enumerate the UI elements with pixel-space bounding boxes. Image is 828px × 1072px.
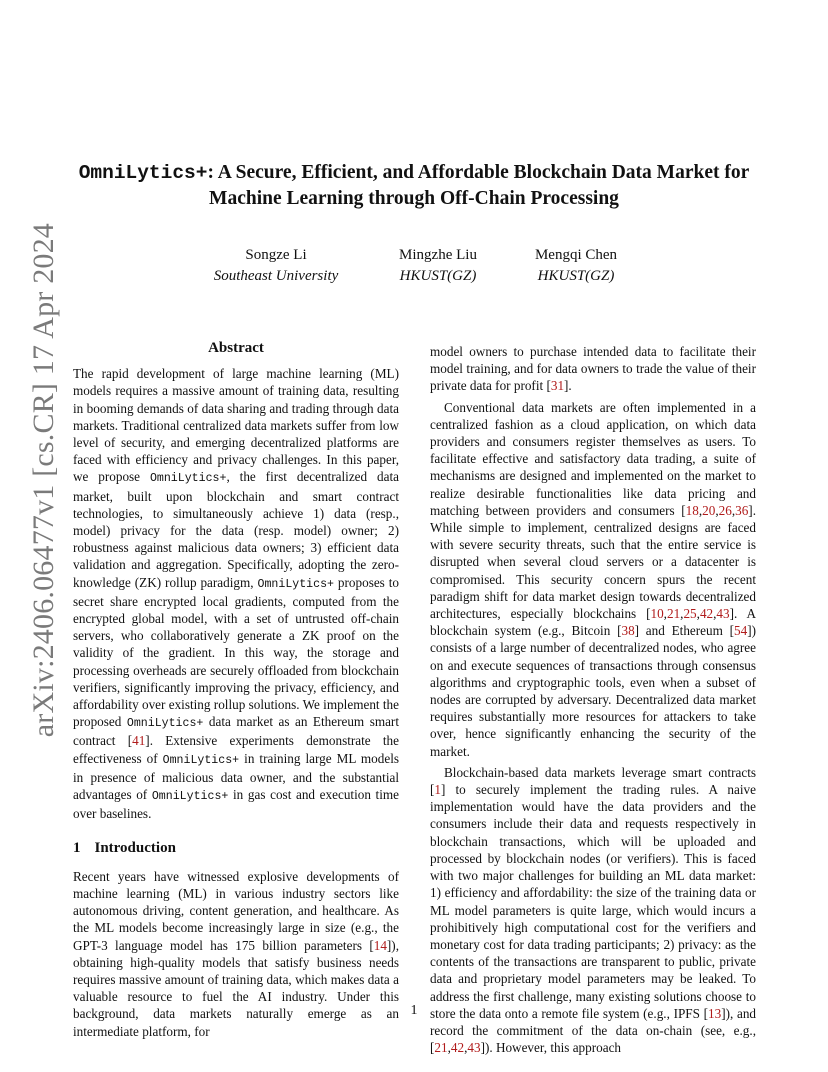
paper-title <box>60 160 768 212</box>
page-number: 1 <box>410 1003 418 1018</box>
code-name: OmniLytics+ <box>126 717 204 731</box>
section-title: Introduction <box>94 840 176 857</box>
section-number: 1 <box>73 840 81 857</box>
text-run: Blockchain-based data markets leverage smart contracts [ <box>430 764 756 798</box>
text-run: model owners to purchase intended data to facilitate their model training, and for data owners to trade the value of their private data for profit [ <box>430 344 756 394</box>
author-block <box>0 245 828 289</box>
paragraph-blockchain: Blockchain-based data markets leverage smart contracts [1] to securely implement the trading rules. A naive implementation would have the data providers and the consumers include their data and requests respectively in blockchain transactions, which will be uploaded and processed by blockchain nodes (or verifiers). This is faced with two major challenges for building an ML data market: 1) efficiency and affordability: the size of the training data or ML model parameters is quite large, which would incurs a prohibitively high computational cost for the verifiers and monetary cost for data trading participants; 2) privacy: as the contents of the transactions are transparent to public, private data and proprietary model parameters may be leaked. To address the first challenge, many existing solutions choose to store the data onto a remote file system (e.g., IPFS [13]), and record the commitment of the data on-chain (see, e.g., [21,42,43]). However, this approach <box>430 764 757 1056</box>
right-column <box>430 343 756 1056</box>
intro-paragraph <box>73 868 399 1040</box>
citation-link[interactable]: 41 <box>132 733 146 749</box>
author-2 <box>378 245 498 287</box>
citation-link[interactable]: 54 <box>734 623 748 639</box>
text-run: data market as an Ethereum smart contract [ <box>73 714 399 749</box>
text-run: , the first decentralized data market, built upon blockchain and smart contract technologies, to simultaneously achieve 1) data (resp., model) privacy for the data (resp. model) owner; 2) robustness against malicious data owners; 3) efficient data validation and aggregation. Specifically, adopting the zero-knowledge (ZK) rollup paradigm, <box>73 469 399 590</box>
text-run: ] to securely implement the trading rules. A naive implementation would have the data providers and the consumers include their data and requests respectively in blockchain transactions, which will be uploaded and processed by blockchain nodes (or verifiers). This is faced with two major challenges for building an ML data market: 1) efficiency and affordability: the size of the training data or ML model parameters is quite large, which would incurs a prohibitively high computational cost for the verifiers and monetary cost for data trading participants; 2) privacy: as the contents of the transactions are transparent to public, private data and proprietary model parameters may be leaked. To address the first challenge, many existing solutions choose to store the data onto a remote file system (e.g., IPFS [ <box>430 782 756 1021</box>
author-affiliation: Southeast University <box>213 268 339 284</box>
text-run: ]. A blockchain system (e.g., Bitcoin [ <box>430 606 756 639</box>
author-name: Songze Li <box>245 247 307 263</box>
left-column <box>73 340 399 1040</box>
citation-link[interactable]: 20 <box>702 502 716 518</box>
citation-link[interactable]: 13 <box>708 1005 722 1021</box>
author-name: Mingzhe Liu <box>399 247 477 263</box>
code-name: OmniLytics+ <box>162 753 240 767</box>
citation-link[interactable]: 42 <box>450 1040 465 1056</box>
text-run: ]. <box>564 378 572 394</box>
text-run: ]. While simple to implement, centralized designs are faced with severe security threats, such that the entire service is disrupted when several cloud servers or a datacenter is compromised. This security concern spurs the recent paradigm shift for data market design towards decentralized architectures, especially blockchains [ <box>430 502 756 622</box>
code-name: OmniLytics+ <box>149 472 227 486</box>
citation-link[interactable]: 31 <box>550 378 565 394</box>
text-run: ]). However, this approach <box>480 1040 622 1056</box>
citation-link[interactable]: 26 <box>718 502 732 518</box>
system-name: OmniLytics+ <box>78 162 208 184</box>
text-run: in training large ML models in presence of malicious data owner, and the substantial advantages of <box>73 750 399 803</box>
citation-link[interactable]: 43 <box>467 1040 481 1056</box>
citation-link[interactable]: 21 <box>666 606 681 622</box>
paragraph-conventional: Conventional data markets are often implemented in a centralized fashion as a cloud application, on which data providers and consumers register themselves as users. To facilitate effective and satisfactory data trading, a suite of mechanisms are designed and implemented on the market to realize desirable functionalities like data pricing and matching between providers and consumers [18,20,26,36]. While simple to implement, centralized designs are faced with severe security threats, such that the entire service is disrupted when several cloud servers or a datacenter is compromised. This security concern spurs the recent paradigm shift for data market design towards decentralized architectures, especially blockchains [10,21,25,42,43]. A blockchain system (e.g., Bitcoin [38] and Ethereum [54]) consists of a large number of decentralized nodes, who agree on and execute sequences of transactions through consensus algorithms and cryptographic tools, even when a subset of nodes are corrupted by adversary. Decentralized data market requires substantially more resources for attackers to take over, hence significantly enhancing the security of the market. <box>430 399 756 759</box>
text-run: The rapid development of large machine learning (ML) models requires a massive amount of training data, resulting in booming demands of data sharing and trading through data markets. Traditional centralized data markets suffer from low level of security, and emerging decentralized platforms are faced with efficiency and privacy challenges. In this paper, we propose <box>73 366 399 485</box>
author-1 <box>196 245 356 287</box>
code-name: OmniLytics+ <box>257 577 335 591</box>
abstract-heading: Abstract <box>208 340 264 356</box>
text-run: ] and Ethereum [ <box>634 623 735 639</box>
section-heading <box>73 840 399 857</box>
author-name: Mengqi Chen <box>534 247 618 263</box>
citation-link[interactable]: 18 <box>685 502 699 518</box>
paragraph-continued <box>430 343 756 395</box>
text-run: proposes to secret share encrypted local gradients, computed from the encrypted global model, with a set of untrusted off-chain servers, who collaboratively generate a ZK proof on the validity of the gradient. In this way, the storage and processing overheads are securely offloaded from blockchain verifiers, significantly improving the privacy, efficiency, and affordability over existing rollup solutions. We implement the proposed <box>73 574 399 730</box>
citation-link[interactable]: 38 <box>621 623 635 639</box>
text-run: ]. Extensive experiments demonstrate the effectiveness of <box>73 733 399 766</box>
author-3 <box>516 245 636 287</box>
text-run: Conventional data markets are often implemented in a centralized fashion as a cloud application, on which data providers and consumers register themselves as users. To facilitate effective and satisfactory data trading, a suite of mechanisms are designed and implemented on the market to realize desirable functionalities like data pricing and matching between providers and consumers [ <box>430 399 756 518</box>
citation-link[interactable]: 21 <box>434 1040 448 1056</box>
author-affiliation: HKUST(GZ) <box>399 268 477 284</box>
title-line2: Machine Learning through Off-Chain Processing <box>209 188 619 209</box>
citation-link[interactable]: 43 <box>716 606 730 622</box>
author-affiliation: HKUST(GZ) <box>537 268 615 284</box>
text-run: ]), obtaining high-quality models that satisfy business needs requires massive amount of training data, which makes data a valuable resource to fuel the AI industry. Under this background, data markets naturally emerge as an intermediate platform, for <box>73 937 399 1039</box>
text-run: in gas cost and execution time over baselines. <box>73 787 399 822</box>
text-run: ]) consists of a large number of decentralized nodes, who agree on and execute sequences of transactions through consensus algorithms and cryptographic tools, even when a subset of nodes are corrupted by adversary. Decentralized data market requires substantially more resources for attackers to take over, hence significantly enhancing the security of the market. <box>430 623 756 759</box>
text-run: Recent years have witnessed explosive developments of machine learning (ML) in various industry sectors like autonomous driving, content generation, and healthcare. As the ML models become increasingly large in size (e.g., the GPT-3 language model has 175 billion parameters [ <box>73 868 399 953</box>
citation-link[interactable]: 10 <box>650 606 664 622</box>
citation-link[interactable]: 25 <box>683 606 697 622</box>
arxiv-sidebar-stamp <box>22 222 66 738</box>
code-name: OmniLytics+ <box>151 790 229 804</box>
arxiv-id: arXiv:2406.06477v1 [cs.CR] 17 Apr 2024 <box>27 222 60 738</box>
citation-link[interactable]: 36 <box>735 502 749 518</box>
abstract-body <box>73 365 399 822</box>
citation-link[interactable]: 14 <box>373 937 387 953</box>
citation-link[interactable]: 1 <box>434 782 441 798</box>
title-line1: : A Secure, Efficient, and Affordable Blockchain Data Market for <box>207 162 750 183</box>
citation-link[interactable]: 42 <box>699 606 714 622</box>
text-run: ]), and record the commitment of the data on-chain (see, e.g., [ <box>430 1005 757 1056</box>
